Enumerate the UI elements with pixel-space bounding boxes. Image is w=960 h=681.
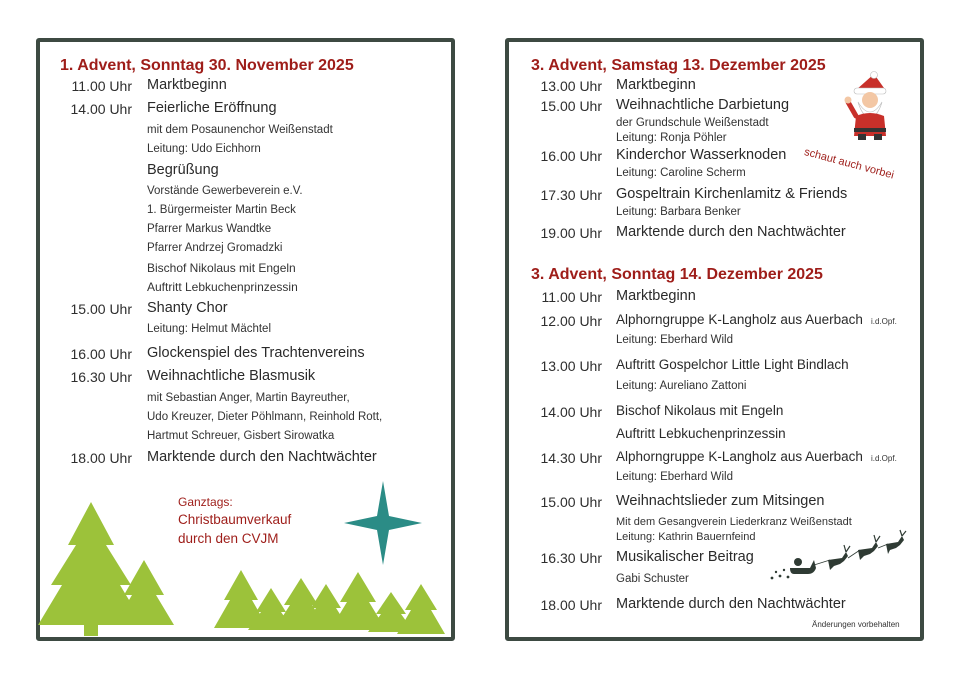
time-label: 16.00 Uhr xyxy=(70,346,132,362)
event-detail: Gabi Schuster xyxy=(616,573,689,585)
time-label: 13.00 Uhr xyxy=(540,78,602,94)
event-title: Weihnachtliche Darbietung xyxy=(616,97,790,113)
time-label: 18.00 Uhr xyxy=(70,450,132,466)
time-label: 14.00 Uhr xyxy=(540,404,602,420)
event-detail: Udo Kreuzer, Dieter Pöhlmann, Reinhold Rott, xyxy=(147,411,383,423)
event-detail-suffix: i.d.Opf. xyxy=(871,317,897,326)
event-title: Marktbeginn xyxy=(616,77,696,93)
event-detail: 1. Bürgermeister Martin Beck xyxy=(147,204,296,216)
left-heading: 1. Advent, Sonntag 30. November 2025 xyxy=(60,57,354,74)
time-label: 12.00 Uhr xyxy=(540,313,602,329)
event-detail: Leitung: Aureliano Zattoni xyxy=(616,380,747,392)
time-label: 14.30 Uhr xyxy=(540,450,602,466)
time-label: 19.00 Uhr xyxy=(540,225,602,241)
event-detail: mit dem Posaunenchor Weißenstadt xyxy=(147,124,333,136)
event-title: Weihnachtliche Blasmusik xyxy=(147,368,316,384)
event-title: Marktende durch den Nachtwächter xyxy=(616,224,846,240)
event-title: Shanty Chor xyxy=(147,300,228,316)
event-title: Marktende durch den Nachtwächter xyxy=(147,449,377,465)
time-label: 16.30 Uhr xyxy=(70,369,132,385)
sunday-heading: 3. Advent, Sonntag 14. Dezember 2025 xyxy=(531,266,823,283)
time-label: 11.00 Uhr xyxy=(71,78,132,94)
event-detail: Pfarrer Markus Wandtke xyxy=(147,223,272,235)
santa-claus-icon xyxy=(844,72,896,142)
time-label: 15.00 Uhr xyxy=(540,98,602,114)
christbaum-line1: Christbaumverkauf xyxy=(178,512,292,527)
time-label: 16.00 Uhr xyxy=(540,148,602,164)
time-label: 16.30 Uhr xyxy=(540,550,602,566)
event-detail: Leitung: Helmut Mächtel xyxy=(147,323,272,335)
event-detail: der Grundschule Weißenstadt xyxy=(616,117,769,129)
event-title: Marktbeginn xyxy=(147,77,227,93)
christbaum-line2: durch den CVJM xyxy=(178,531,279,546)
event-title: Alphorngruppe K-Langholz aus Auerbach xyxy=(616,312,863,327)
sleigh-reindeer-icon xyxy=(764,532,914,584)
santa-note: schaut auch vorbei xyxy=(802,146,896,182)
event-title: Glockenspiel des Trachtenvereins xyxy=(147,345,365,361)
event-title: Auftritt Gospelchor Little Light Bindlach xyxy=(616,357,849,372)
ganztags-label: Ganztags: xyxy=(178,495,233,509)
event-title: Feierliche Eröffnung xyxy=(147,100,277,116)
event-title: Weihnachtslieder zum Mitsingen xyxy=(616,493,825,509)
event-detail: Bischof Nikolaus mit Engeln xyxy=(147,261,296,275)
event-detail: Leitung: Udo Eichhorn xyxy=(147,143,261,155)
event-detail: Leitung: Caroline Scherm xyxy=(616,167,746,179)
time-label: 17.30 Uhr xyxy=(540,187,602,203)
event-detail: Pfarrer Andrzej Gromadzki xyxy=(147,242,283,254)
event-detail: Hartmut Schreuer, Gisbert Sirowatka xyxy=(147,430,335,442)
footer-note: Änderungen vorbehalten xyxy=(812,620,900,629)
event-detail: Mit dem Gesangverein Liederkranz Weißenstadt xyxy=(616,516,852,528)
event-title: Bischof Nikolaus mit Engeln xyxy=(616,403,784,418)
event-title: Alphorngruppe K-Langholz aus Auerbach xyxy=(616,449,863,464)
event-detail: Leitung: Kathrin Bauernfeind xyxy=(616,531,756,543)
time-label: 14.00 Uhr xyxy=(70,101,132,117)
time-label: 11.00 Uhr xyxy=(541,289,602,305)
saturday-heading: 3. Advent, Samstag 13. Dezember 2025 xyxy=(531,57,826,74)
event-title: Marktbeginn xyxy=(616,288,696,304)
event-detail: Leitung: Ronja Pöhler xyxy=(616,132,727,144)
time-label: 13.00 Uhr xyxy=(540,358,602,374)
time-label: 18.00 Uhr xyxy=(540,597,602,613)
christmas-trees-illustration xyxy=(36,500,456,640)
event-detail: mit Sebastian Anger, Martin Bayreuther, xyxy=(147,392,350,404)
event-detail: Leitung: Barbara Benker xyxy=(616,206,741,218)
event-detail-suffix: i.d.Opf. xyxy=(871,454,897,463)
event-title: Gospeltrain Kirchenlamitz & Friends xyxy=(616,186,848,202)
time-label: 15.00 Uhr xyxy=(540,494,602,510)
event-detail: Auftritt Lebkuchenprinzessin xyxy=(147,280,298,294)
event-title: Musikalischer Beitrag xyxy=(616,549,754,565)
event-detail: Leitung: Eberhard Wild xyxy=(616,334,733,346)
event-detail: Vorstände Gewerbeverein e.V. xyxy=(147,185,303,197)
event-detail: Leitung: Eberhard Wild xyxy=(616,471,733,483)
event-title: Marktende durch den Nachtwächter xyxy=(616,596,846,612)
event-title: Kinderchor Wasserknoden xyxy=(616,147,787,163)
time-label: 15.00 Uhr xyxy=(70,301,132,317)
event-title: Begrüßung xyxy=(147,162,219,178)
event-title: Auftritt Lebkuchenprinzessin xyxy=(616,426,786,441)
